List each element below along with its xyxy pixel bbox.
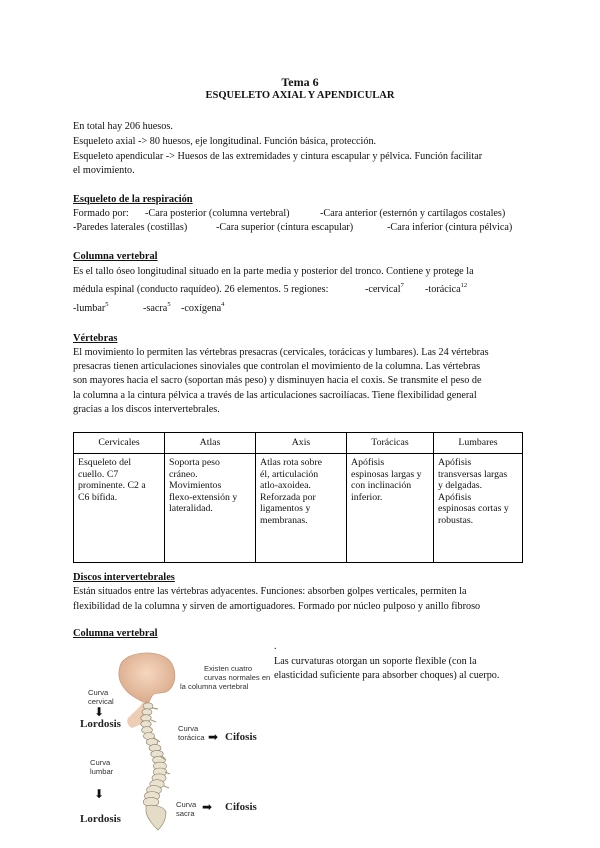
spine-figure: [68, 648, 271, 833]
label-lordosis-1: Lordosis: [80, 718, 121, 730]
col-header-axis: Axis: [256, 433, 347, 454]
region-cervical: -cervical$^7$: [365, 282, 404, 295]
vertebras-line-1: El movimiento lo permiten las vértebras presacras (cervicales, torácicas y lumbares). Las 24 vértebras: [73, 347, 489, 358]
fig-note-3: la columna vertebral: [180, 682, 249, 691]
label-curva-cervical-2: cervical: [88, 697, 114, 706]
heading-columna: Columna vertebral: [73, 251, 158, 262]
table-header-row: [74, 433, 523, 454]
region-lumbar: -lumbar$^5$: [73, 301, 109, 314]
heading-discos: Discos intervertebrales: [73, 572, 175, 583]
label-lordosis-2: Lordosis: [80, 813, 121, 825]
heading-respiracion: Esqueleto de la respiración: [73, 194, 193, 205]
respiracion-item-2: -Cara anterior (esternón y cartílagos costales): [320, 208, 506, 219]
col-header-cervicales: Cervicales: [74, 433, 165, 454]
label-curva-toracica-1: Curva: [178, 724, 199, 733]
right-arrow-icon: ➡: [202, 800, 213, 814]
cell-cervicales: Esqueleto del cuello. C7 prominente. C2 a C6 bífida.: [74, 454, 165, 563]
title-main: ESQUELETO AXIAL Y APENDICULAR: [205, 90, 395, 101]
right-arrow-icon: ➡: [208, 730, 219, 744]
curvaturas-line-2: elasticidad suficiente para absorber choques) al cuerpo.: [274, 670, 500, 681]
curvaturas-line-1: Las curvaturas otorgan un soporte flexible (con la: [274, 656, 477, 667]
columna-line-1: Es el tallo óseo longitudinal situado en la parte media y posterior del tronco. Contiene y protege la: [73, 266, 474, 277]
heading-columna-2: Columna vertebral: [73, 628, 158, 639]
label-curva-sacra-2: sacra: [176, 809, 195, 818]
down-arrow-icon: ⬇: [94, 705, 105, 719]
respiracion-item-5: -Cara inferior (cintura pélvica): [387, 222, 513, 233]
vertebras-table: [73, 432, 523, 563]
label-cifosis-2: Cifosis: [225, 801, 257, 813]
respiracion-formado: Formado por:: [73, 208, 129, 219]
intro-line-2: Esqueleto axial -> 80 huesos, eje longitudinal. Función básica, protección.: [73, 136, 377, 147]
fig-note-2: curvas normales en: [204, 673, 271, 682]
table-row: [74, 454, 523, 563]
label-cifosis-1: Cifosis: [225, 731, 257, 743]
cell-toracicas: Apófisis espinosas largas y con inclinación inferior.: [347, 454, 434, 563]
col-header-toracicas: Torácicas: [347, 433, 434, 454]
cell-atlas: Soporta peso cráneo. Movimientos flexo-extensión y lateralidad.: [165, 454, 256, 563]
intro-line-4: el movimiento.: [73, 165, 135, 176]
fig-note-1: Existen cuatro: [204, 664, 253, 673]
title-tema: Tema 6: [281, 75, 319, 89]
cell-axis: Atlas rota sobre él, articulación atlo-axoidea. Reforzada por ligamentos y membranas.: [256, 454, 347, 563]
label-curva-toracica-2: torácica: [178, 733, 205, 742]
stray-dot: .: [274, 641, 277, 652]
region-coxigena: -coxígena$^4$: [181, 301, 225, 314]
vertebras-line-3: son mayores hacia el sacro (soportan más peso) y disminuyen hacia el coxis. Se transmite el peso de: [73, 375, 482, 386]
intro-line-3: Esqueleto apendicular -> Huesos de las extremidades y cintura escapular y pélvica. Función facilitar: [73, 151, 483, 162]
vertebras-line-2: presacras tienen articulaciones sinoviales que controlan el movimiento de la columna. Las vértebras: [73, 361, 481, 372]
cell-lumbares: Apófisis transversas largas y delgadas. Apófisis espinosas cortas y robustas.: [434, 454, 523, 563]
label-curva-cervical-1: Curva: [88, 688, 109, 697]
respiracion-item-4: -Cara superior (cintura escapular): [216, 222, 354, 233]
vertebras-line-5: gracias a los discos intervertebrales.: [73, 404, 220, 415]
discos-line-1: Están situados entre las vértebras adyacentes. Funciones: absorben golpes verticales, permiten la: [73, 586, 467, 597]
down-arrow-icon: ⬇: [94, 787, 105, 801]
discos-line-2: flexibilidad de la columna y sirven de amortiguadores. Formado por núcleo pulposo y anillo fibroso: [73, 601, 481, 612]
region-toracica: -torácica$^{12}$: [425, 282, 468, 295]
label-curva-lumbar-2: lumbar: [90, 767, 114, 776]
respiracion-item-3: -Paredes laterales (costillas): [73, 222, 188, 233]
respiracion-item-1: -Cara posterior (columna vertebral): [145, 208, 290, 219]
col-header-atlas: Atlas: [165, 433, 256, 454]
region-sacra: -sacra$^5$: [143, 301, 171, 314]
columna-line-2: médula espinal (conducto raquídeo). 26 elementos. 5 regiones:: [73, 284, 329, 295]
label-curva-lumbar-1: Curva: [90, 758, 111, 767]
intro-line-1: En total hay 206 huesos.: [73, 121, 173, 132]
heading-vertebras: Vértebras: [73, 333, 118, 344]
label-curva-sacra-1: Curva: [176, 800, 197, 809]
vertebras-line-4: la columna a la cintura pélvica a través de las articulaciones sacroilíacas. Tiene flexibilidad general: [73, 390, 477, 401]
col-header-lumbares: Lumbares: [434, 433, 523, 454]
